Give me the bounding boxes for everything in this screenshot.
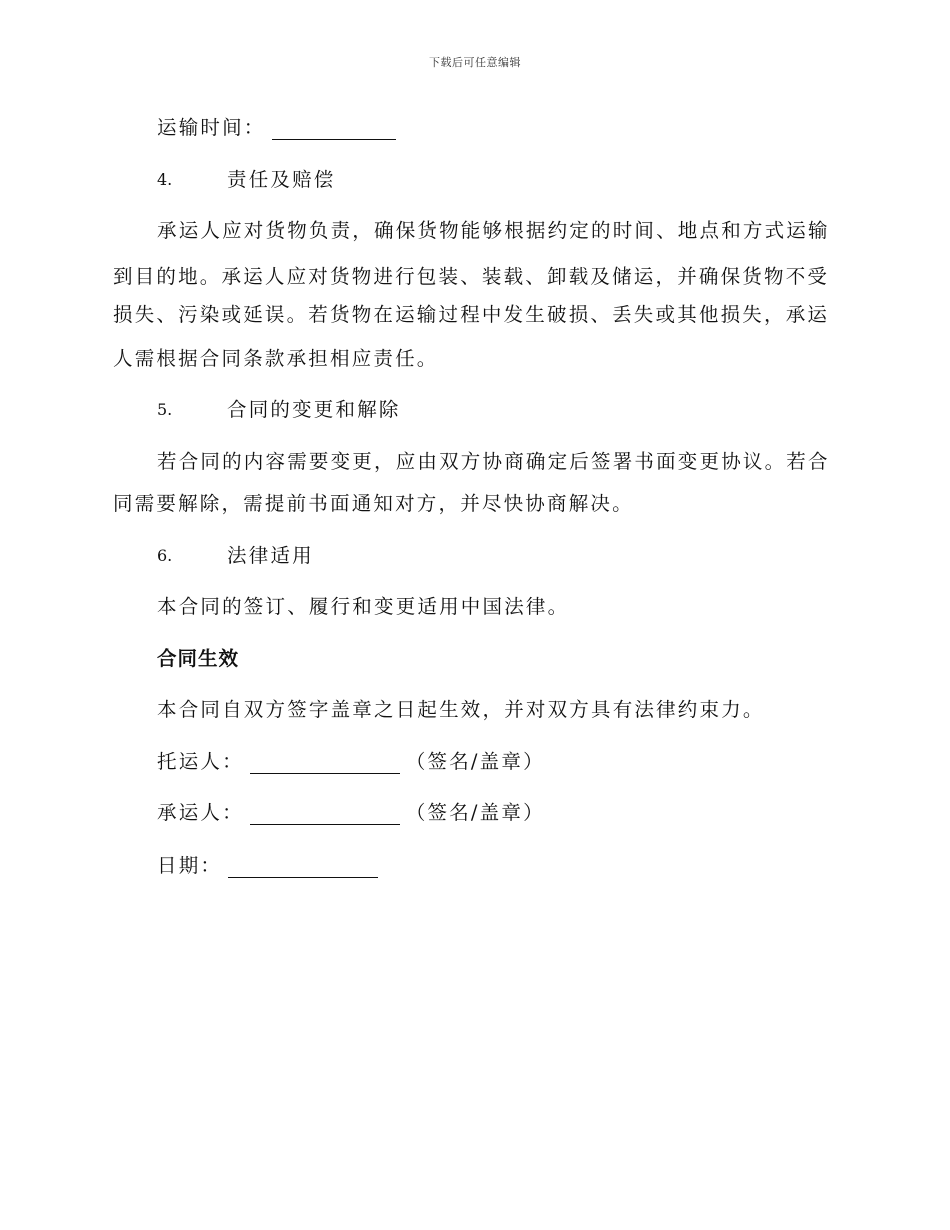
effect-heading: 合同生效 [157,647,240,670]
date-row [157,856,384,878]
shipper-signature-blank [250,755,400,774]
law-text: 本合同的签订、履行和变更适用中国法律。 [157,595,570,618]
carrier-label: 承运人： [157,801,244,824]
carrier-signature-blank [250,806,400,825]
section-4-title: 责任及赔偿 [227,168,336,191]
section-5-number: 5. [157,400,173,419]
transport-time-blank [272,121,396,140]
section-6-title: 法律适用 [227,544,314,567]
shipper-signature-row [157,752,545,774]
page-header: 下载后可任意编辑 [429,56,521,69]
carrier-sign-note: （签名/盖章） [405,801,545,824]
liability-line-1: 承运人应对货物负责，确保货物能够根据约定的时间、地点和方式运输 [157,219,830,242]
section-4-number: 4. [157,170,173,189]
shipper-sign-note: （签名/盖章） [405,750,545,773]
date-blank [228,859,378,878]
change-line-2: 同需要解除，需提前书面通知对方，并尽快协商解决。 [113,492,634,515]
section-5-title: 合同的变更和解除 [227,398,401,421]
change-line-1: 若合同的内容需要变更，应由双方协商确定后签署书面变更协议。若合 [157,450,830,473]
transport-time-row [157,118,402,140]
section-6-number: 6. [157,546,173,565]
carrier-signature-row [157,803,545,825]
liability-line-3: 损失、污染或延误。若货物在运输过程中发生破损、丢失或其他损失，承运 [113,303,830,326]
shipper-label: 托运人： [157,750,244,773]
date-label: 日期： [157,854,223,877]
transport-time-label: 运输时间： [157,116,266,139]
effect-text: 本合同自双方签字盖章之日起生效，并对双方具有法律约束力。 [157,698,765,721]
liability-line-2: 到目的地。承运人应对货物进行包装、装载、卸载及储运，并确保货物不受 [113,265,830,288]
liability-line-4: 人需根据合同条款承担相应责任。 [113,347,439,370]
